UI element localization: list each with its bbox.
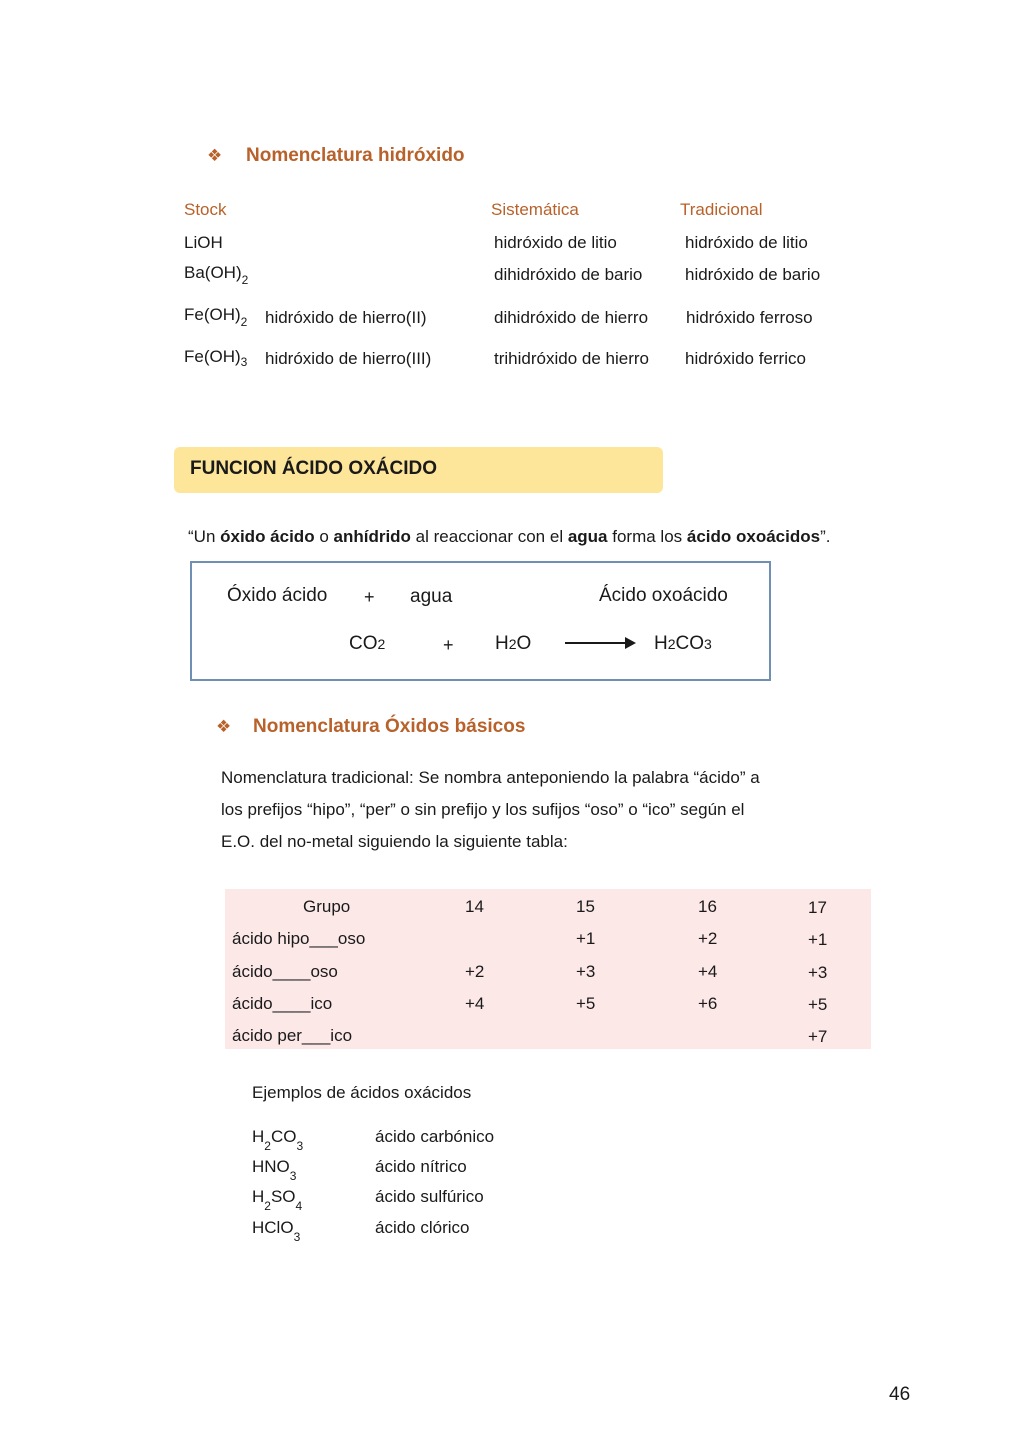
section-heading-basicos: Nomenclatura Óxidos básicos [253, 716, 526, 737]
eq-h2o: H2O [495, 633, 532, 654]
diamond-bullet-icon: ❖ [216, 717, 232, 736]
table-header-cell: 15 [576, 897, 595, 916]
eq-agua: agua [410, 586, 453, 607]
table-cell: +1 [808, 930, 828, 949]
formula-feoh3: $Fe(OH)_3$ [184, 347, 248, 369]
sistematica-cell: dihidróxido de bario [494, 265, 643, 284]
paragraph-line: los prefijos “hipo”, “per” o sin prefijo y los sufijos “oso” o “ico” según el [221, 800, 745, 819]
example-formula: $HNO_3$ [252, 1157, 297, 1183]
definition-quote: “Un óxido ácido o anhídrido al reaccionar con el agua forma los ácido oxoácidos”. [188, 527, 831, 546]
stock-cell: hidróxido de hierro(III) [265, 349, 432, 368]
tradicional-cell: hidróxido ferrico [685, 349, 806, 368]
table-cell: +5 [576, 994, 596, 1013]
table-cell: +3 [808, 963, 828, 982]
section-heading-hidroxido: Nomenclatura hidróxido [246, 145, 465, 166]
example-formula: $H_2SO_4$ [252, 1187, 303, 1213]
example-formula: $H_2CO_3$ [252, 1127, 304, 1153]
table-header-cell: 14 [465, 897, 484, 916]
col-header-stock: Stock [184, 200, 227, 219]
table-cell: +3 [576, 962, 596, 981]
table-header-cell: 16 [698, 897, 717, 916]
table-cell: +4 [465, 994, 485, 1013]
tradicional-cell: hidróxido de bario [685, 265, 821, 284]
table-row-label: ácido hipo___oso [232, 929, 366, 948]
formula-lioh: LiOH [184, 233, 223, 252]
table-header-cell: 17 [808, 898, 827, 917]
section-banner [174, 447, 663, 493]
examples-title: Ejemplos de ácidos oxácidos [252, 1083, 472, 1102]
table-cell: +1 [576, 929, 596, 948]
stock-cell: hidróxido de hierro(II) [265, 308, 427, 327]
paragraph-line: E.O. del no-metal siguiendo la siguiente tabla: [221, 832, 568, 851]
tradicional-cell: hidróxido ferroso [686, 308, 813, 327]
table-cell: +2 [465, 962, 485, 981]
example-formula: HClO$_3$ [252, 1218, 301, 1244]
formula-baoh2: $Ba(OH)_2$ [184, 263, 249, 287]
col-header-tradicional: Tradicional [680, 200, 763, 219]
table-cell: +5 [808, 995, 828, 1014]
reaction-arrow [565, 642, 627, 644]
formula-feoh2: $Fe(OH)_2$ [184, 305, 248, 329]
banner-title: FUNCION ÁCIDO OXÁCIDO [190, 458, 437, 479]
example-name: ácido carbónico [375, 1127, 495, 1146]
example-name: ácido nítrico [375, 1157, 467, 1176]
diamond-bullet-icon: ❖ [207, 146, 223, 165]
tradicional-cell: hidróxido de litio [685, 233, 808, 252]
eq-plus: + [443, 635, 454, 655]
col-header-sistematica: Sistemática [491, 200, 579, 219]
table-cell: +2 [698, 929, 718, 948]
example-name: ácido clórico [375, 1218, 470, 1237]
eq-h2co3: H2CO3 [654, 633, 712, 654]
table-cell: +4 [698, 962, 718, 981]
equation-box [190, 561, 771, 681]
table-cell: +7 [808, 1027, 828, 1046]
arrow-head-icon [625, 637, 636, 649]
eq-plus: + [364, 587, 375, 607]
table-row-label: ácido per___ico [232, 1026, 353, 1045]
sistematica-cell: dihidróxido de hierro [494, 308, 649, 327]
table-cell: +6 [698, 994, 718, 1013]
table-row-label: ácido____ico [232, 994, 333, 1013]
eq-acido-oxoacido: Ácido oxoácido [599, 585, 728, 606]
eq-co2: CO2 [349, 633, 386, 654]
sistematica-cell: hidróxido de litio [494, 233, 617, 252]
paragraph-line: Nomenclatura tradicional: Se nombra anteponiendo la palabra “ácido” a [221, 768, 760, 787]
table-row-label: ácido____oso [232, 962, 338, 981]
page-number: 46 [889, 1384, 911, 1405]
eq-oxido-acido: Óxido ácido [227, 585, 328, 606]
example-name: ácido sulfúrico [375, 1187, 484, 1206]
sistematica-cell: trihidróxido de hierro [494, 349, 649, 368]
table-header-cell: Grupo [303, 897, 351, 916]
